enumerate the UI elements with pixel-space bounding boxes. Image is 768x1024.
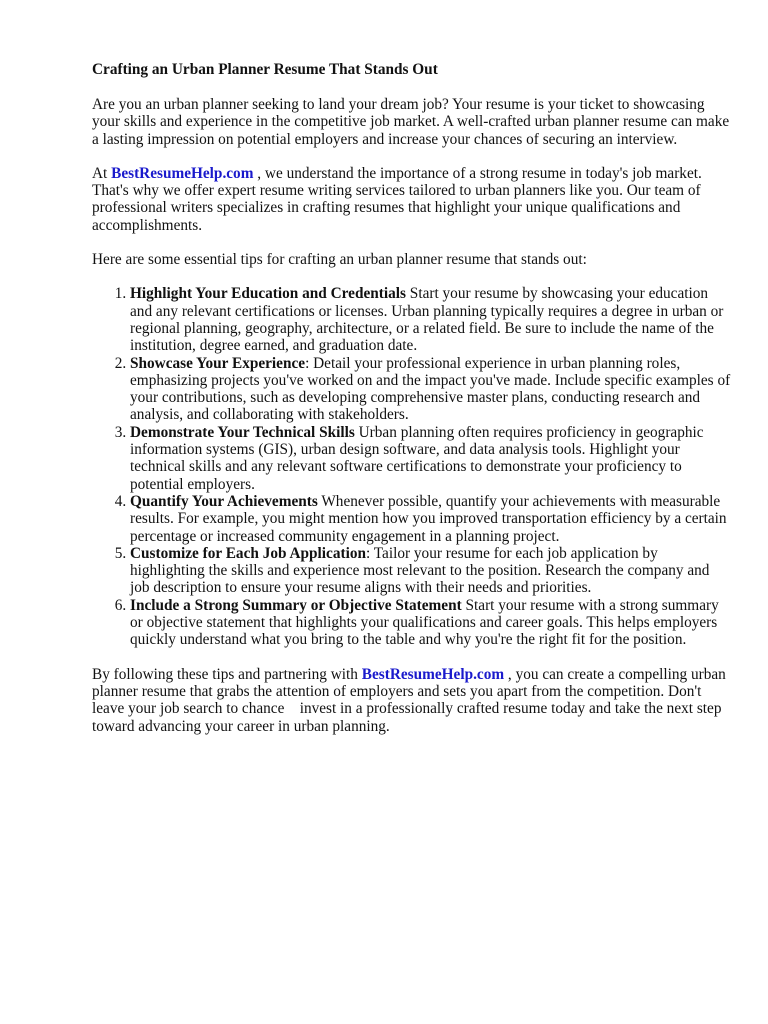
tip-heading: Include a Strong Summary or Objective Statement <box>130 596 462 614</box>
about-paragraph <box>92 165 732 234</box>
intro-paragraph: Are you an urban planner seeking to land your dream job? Your resume is your ticket to showcasing your skills and experience in the competitive job market. A well-crafted urban planner resume can make a lasting impression on potential employers and increase your chances of securing an interview. <box>92 96 730 148</box>
list-item <box>130 355 732 424</box>
document-page <box>92 61 732 752</box>
tip-heading: Showcase Your Experience <box>130 354 306 372</box>
list-item <box>130 493 732 545</box>
closing-paragraph <box>92 666 732 735</box>
tips-list <box>92 285 732 648</box>
about-suffix: , we understand the importance of a strong resume in today's job market. That's why we offer expert resume writing services tailored to urban planners like you. Our team of professional writers specializes in crafting resumes that highlight your unique qualifications and accomplishments. <box>92 164 702 234</box>
tip-heading: Customize for Each Job Application <box>130 544 366 562</box>
list-item <box>130 597 732 649</box>
bestresumehelp-link[interactable]: BestResumeHelp.com <box>361 665 505 683</box>
tip-heading: Quantify Your Achievements <box>130 492 318 510</box>
tip-text: : Detail your professional experience in urban planning roles, emphasizing projects you've worked on and the impact you've made. Include specific examples of your contributions, such as developing comprehensive master plans, conducting research and analysis, and collaborating with stakeholders. <box>130 354 731 424</box>
list-item <box>130 545 732 597</box>
tips-intro: Here are some essential tips for crafting an urban planner resume that stands out: <box>92 251 587 269</box>
tip-text: Start your resume by showcasing your education and any relevant certifications or licenses. Urban planning typically requires a degree in urban or regional planning, geography, architecture, or a related field. Be sure to include the name of the institution, degree earned, and graduation date. <box>130 285 724 355</box>
tip-text: Start your resume with a strong summary or objective statement that highlights your qualifications and career goals. This helps employers quickly understand what you bring to the table and why you're the right fit for the position. <box>130 596 719 649</box>
list-item <box>130 424 732 493</box>
tip-heading: Highlight Your Education and Credentials <box>130 285 406 303</box>
tip-text: : Tailor your resume for each job application by highlighting the skills and experience most relevant to the position. Research the company and job description to ensure your resume aligns with their needs and priorities. <box>130 544 710 597</box>
tip-text: Urban planning often requires proficiency in geographic information systems (GIS), urban design software, and data analysis tools. Highlight your technical skills and any relevant software certifications to demonstrate your proficiency to potential employers. <box>130 423 704 493</box>
list-item <box>130 285 732 354</box>
bestresumehelp-link[interactable]: BestResumeHelp.com <box>111 164 254 182</box>
page-title: Crafting an Urban Planner Resume That Stands Out <box>92 61 438 78</box>
about-prefix: At <box>92 164 112 182</box>
closing-prefix: By following these tips and partnering with <box>92 665 362 683</box>
tip-heading: Demonstrate Your Technical Skills <box>130 423 355 441</box>
tip-text: Whenever possible, quantify your achievements with measurable results. For example, you might mention how you improved transportation efficiency by a certain percentage or increased community engagement in a planning project. <box>130 492 727 545</box>
closing-suffix: , you can create a compelling urban planner resume that grabs the attention of employers and sets you apart from the competition. Don't leave your job search to chance invest in a professionally crafted resume today and take the next step toward advancing your career in urban planning. <box>92 665 730 735</box>
